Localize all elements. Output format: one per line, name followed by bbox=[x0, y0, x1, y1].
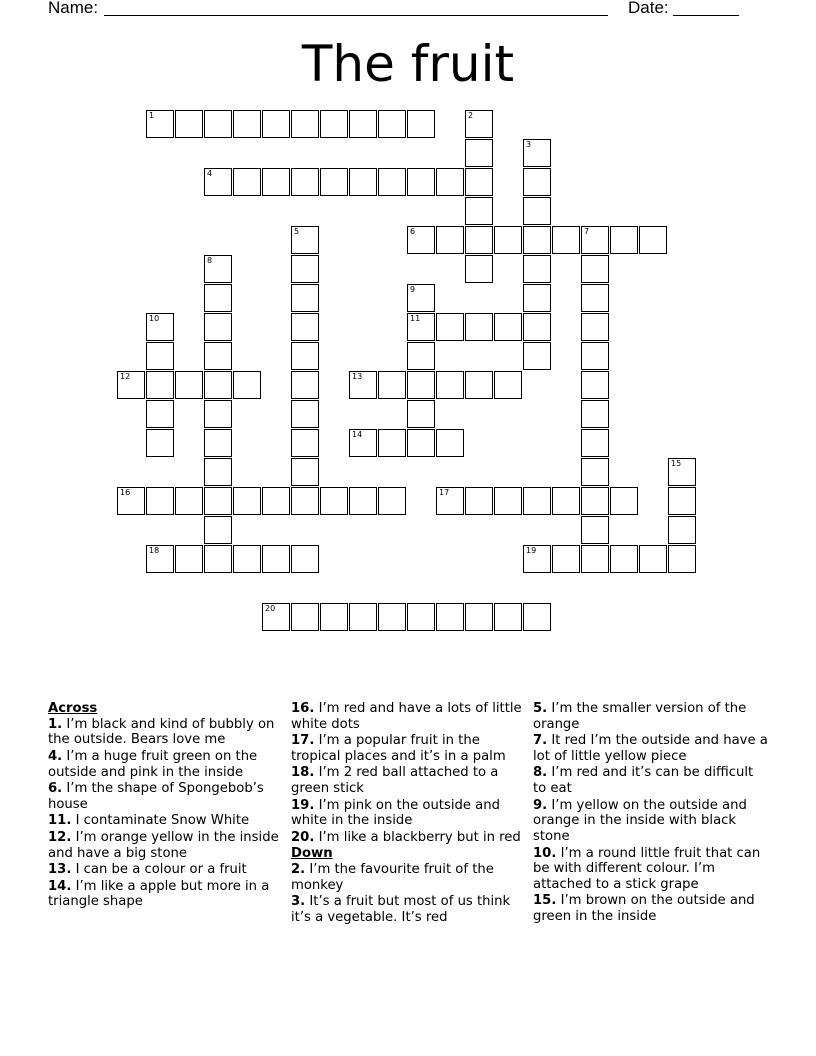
grid-cell[interactable] bbox=[494, 313, 522, 341]
clue-across bbox=[48, 781, 284, 812]
grid-cell[interactable] bbox=[378, 168, 406, 196]
grid-cell[interactable] bbox=[349, 110, 377, 138]
clue-text: I’m pink on the outside and white in the inside bbox=[291, 797, 500, 829]
clue-number: 9 bbox=[410, 285, 416, 294]
grid-cell[interactable] bbox=[204, 110, 232, 138]
clue-text: I’m a round little fruit that can be with different colour. I’m attached to a stick grape bbox=[533, 845, 761, 892]
grid-cell[interactable] bbox=[204, 313, 232, 341]
grid-cell[interactable] bbox=[204, 545, 232, 573]
grid-cell[interactable] bbox=[581, 400, 609, 428]
clue-number-label: 2. bbox=[291, 862, 306, 878]
grid-cell[interactable] bbox=[581, 342, 609, 370]
clue-down bbox=[533, 701, 769, 732]
grid-cell[interactable] bbox=[320, 110, 348, 138]
clue-across bbox=[291, 701, 527, 732]
grid-cell[interactable] bbox=[494, 603, 522, 631]
grid-cell[interactable] bbox=[233, 110, 261, 138]
grid-cell[interactable] bbox=[465, 226, 493, 254]
clue-number-label: 4. bbox=[48, 748, 63, 764]
grid-cell[interactable] bbox=[581, 313, 609, 341]
across-heading: Across bbox=[48, 701, 98, 716]
grid-cell[interactable] bbox=[581, 429, 609, 457]
grid-cell[interactable] bbox=[581, 371, 609, 399]
clue-text: I’m black and kind of bubbly on the outside. Bears love me bbox=[48, 716, 275, 748]
grid-cell[interactable] bbox=[581, 255, 609, 283]
clue-text: It red I’m the outside and have a lot of little yellow piece bbox=[533, 733, 768, 764]
grid-cell[interactable] bbox=[291, 429, 319, 457]
grid-cell[interactable] bbox=[146, 110, 174, 138]
clue-number: 11 bbox=[410, 314, 421, 323]
clue-number: 8 bbox=[207, 256, 213, 265]
clue-number: 14 bbox=[352, 430, 363, 439]
clue-number: 5 bbox=[294, 227, 300, 236]
clue-number: 15 bbox=[671, 459, 682, 468]
grid-cell[interactable] bbox=[668, 516, 696, 544]
grid-cell[interactable] bbox=[436, 487, 464, 515]
grid-cell[interactable] bbox=[407, 603, 435, 631]
clue-down bbox=[533, 765, 769, 796]
grid-cell[interactable] bbox=[175, 371, 203, 399]
grid-cell[interactable] bbox=[581, 487, 609, 515]
clues-column-2 bbox=[291, 701, 527, 926]
grid-cell[interactable] bbox=[494, 226, 522, 254]
grid-cell[interactable] bbox=[117, 371, 145, 399]
grid-cell[interactable] bbox=[146, 545, 174, 573]
grid-cell[interactable] bbox=[581, 545, 609, 573]
grid-cell[interactable] bbox=[291, 313, 319, 341]
clue-number-label: 1. bbox=[48, 716, 63, 732]
grid-cell[interactable] bbox=[204, 487, 232, 515]
grid-cell[interactable] bbox=[233, 545, 261, 573]
grid-cell[interactable] bbox=[291, 168, 319, 196]
grid-cell[interactable] bbox=[407, 400, 435, 428]
grid-cell[interactable] bbox=[407, 226, 435, 254]
grid-cell[interactable] bbox=[349, 371, 377, 399]
grid-cell[interactable] bbox=[291, 458, 319, 486]
grid-cell[interactable] bbox=[523, 342, 551, 370]
clue-number: 1 bbox=[149, 111, 155, 120]
grid-cell[interactable] bbox=[378, 603, 406, 631]
grid-cell[interactable] bbox=[146, 487, 174, 515]
clue-text: I’m the favourite fruit of the monkey bbox=[291, 862, 494, 893]
clue-down bbox=[533, 733, 769, 764]
grid-cell[interactable] bbox=[523, 139, 551, 167]
clue-text: I can be a colour or a fruit bbox=[75, 862, 247, 878]
grid-cell[interactable] bbox=[523, 545, 551, 573]
grid-cell[interactable] bbox=[465, 371, 493, 399]
clue-text: I’m orange yellow in the inside and have a big stone bbox=[48, 829, 279, 861]
clue-number-label: 6. bbox=[48, 781, 63, 797]
clue-across bbox=[291, 765, 527, 796]
grid-cell[interactable] bbox=[407, 168, 435, 196]
grid-cell[interactable] bbox=[552, 545, 580, 573]
clue-number-label: 16. bbox=[291, 701, 315, 716]
grid-cell[interactable] bbox=[465, 110, 493, 138]
clue-number: 6 bbox=[410, 227, 416, 236]
grid-cell[interactable] bbox=[465, 255, 493, 283]
clue-across bbox=[48, 830, 284, 861]
grid-cell[interactable] bbox=[291, 110, 319, 138]
clue-across bbox=[48, 813, 284, 829]
grid-cell[interactable] bbox=[233, 371, 261, 399]
grid-cell[interactable] bbox=[262, 168, 290, 196]
grid-cell[interactable] bbox=[175, 110, 203, 138]
grid-cell[interactable] bbox=[146, 400, 174, 428]
clue-text: I’m red and have a lots of little white dots bbox=[291, 701, 522, 732]
grid-cell[interactable] bbox=[349, 487, 377, 515]
grid-cell[interactable] bbox=[523, 255, 551, 283]
clue-number-label: 15. bbox=[533, 893, 557, 909]
grid-cell[interactable] bbox=[523, 313, 551, 341]
grid-cell[interactable] bbox=[262, 545, 290, 573]
grid-cell[interactable] bbox=[523, 197, 551, 225]
grid-cell[interactable] bbox=[407, 342, 435, 370]
clue-across bbox=[48, 749, 284, 780]
clue-number: 7 bbox=[584, 227, 590, 236]
clue-number-label: 3. bbox=[291, 894, 306, 910]
grid-cell[interactable] bbox=[465, 197, 493, 225]
clue-number-label: 18. bbox=[291, 765, 315, 781]
clue-text: I’m like a blackberry but in red bbox=[318, 829, 521, 845]
grid-cell[interactable] bbox=[465, 313, 493, 341]
grid-cell[interactable] bbox=[146, 342, 174, 370]
grid-cell[interactable] bbox=[320, 168, 348, 196]
grid-cell[interactable] bbox=[407, 371, 435, 399]
clue-number: 2 bbox=[468, 111, 474, 120]
grid-cell[interactable] bbox=[291, 226, 319, 254]
clue-down bbox=[533, 893, 769, 924]
grid-cell[interactable] bbox=[204, 458, 232, 486]
clue-text: I’m yellow on the outside and orange in the inside with black stone bbox=[533, 797, 747, 845]
grid-cell[interactable] bbox=[175, 545, 203, 573]
clue-number: 16 bbox=[120, 488, 131, 497]
clue-number-label: 13. bbox=[48, 862, 72, 878]
grid-cell[interactable] bbox=[349, 168, 377, 196]
grid-cell[interactable] bbox=[610, 487, 638, 515]
clue-number-label: 10. bbox=[533, 845, 557, 861]
grid-cell[interactable] bbox=[465, 168, 493, 196]
grid-cell[interactable] bbox=[291, 487, 319, 515]
clue-number: 13 bbox=[352, 372, 363, 381]
grid-cell[interactable] bbox=[291, 371, 319, 399]
grid-cell[interactable] bbox=[581, 226, 609, 254]
grid-cell[interactable] bbox=[291, 342, 319, 370]
grid-cell[interactable] bbox=[291, 400, 319, 428]
grid-cell[interactable] bbox=[407, 284, 435, 312]
grid-cell[interactable] bbox=[436, 429, 464, 457]
clue-down bbox=[291, 894, 527, 925]
clue-number-label: 19. bbox=[291, 797, 315, 813]
clue-across bbox=[48, 879, 284, 910]
grid-cell[interactable] bbox=[668, 458, 696, 486]
clue-number-label: 5. bbox=[533, 701, 548, 716]
grid-cell[interactable] bbox=[610, 226, 638, 254]
clue-number: 3 bbox=[526, 140, 532, 149]
name-label: Name: bbox=[48, 0, 99, 17]
grid-cell[interactable] bbox=[349, 429, 377, 457]
clues-column-3 bbox=[533, 701, 769, 926]
grid-cell[interactable] bbox=[146, 313, 174, 341]
grid-cell[interactable] bbox=[465, 139, 493, 167]
grid-cell[interactable] bbox=[494, 487, 522, 515]
clue-number-label: 9. bbox=[533, 797, 548, 813]
clue-text: I’m a huge fruit green on the outside and pink in the inside bbox=[48, 748, 258, 780]
grid-cell[interactable] bbox=[552, 487, 580, 515]
grid-cell[interactable] bbox=[436, 313, 464, 341]
grid-cell[interactable] bbox=[204, 168, 232, 196]
grid-cell[interactable] bbox=[523, 226, 551, 254]
grid-cell[interactable] bbox=[291, 603, 319, 631]
clue-down bbox=[533, 846, 769, 893]
clue-text: I’m 2 red ball attached to a green stick bbox=[291, 765, 499, 797]
clue-down bbox=[291, 862, 527, 893]
grid-cell[interactable] bbox=[262, 487, 290, 515]
grid-cell[interactable] bbox=[407, 313, 435, 341]
grid-cell[interactable] bbox=[204, 284, 232, 312]
grid-cell[interactable] bbox=[581, 516, 609, 544]
clues-column-1 bbox=[48, 701, 284, 911]
grid-cell[interactable] bbox=[523, 487, 551, 515]
grid-cell[interactable] bbox=[639, 226, 667, 254]
grid-cell[interactable] bbox=[523, 284, 551, 312]
grid-cell[interactable] bbox=[320, 487, 348, 515]
clue-text: I’m a popular fruit in the tropical places and it’s in a palm bbox=[291, 733, 506, 764]
grid-cell[interactable] bbox=[378, 429, 406, 457]
grid-cell[interactable] bbox=[407, 110, 435, 138]
clue-text: I’m red and it’s can be difficult to eat bbox=[533, 765, 754, 797]
grid-cell[interactable] bbox=[262, 110, 290, 138]
grid-cell[interactable] bbox=[117, 487, 145, 515]
grid-cell[interactable] bbox=[436, 168, 464, 196]
down-heading: Down bbox=[291, 846, 333, 862]
grid-cell[interactable] bbox=[378, 110, 406, 138]
clue-text: I’m the smaller version of the orange bbox=[533, 701, 747, 732]
grid-cell[interactable] bbox=[146, 429, 174, 457]
grid-cell[interactable] bbox=[146, 371, 174, 399]
clue-number: 17 bbox=[439, 488, 450, 497]
clue-number: 10 bbox=[149, 314, 160, 323]
grid-cell[interactable] bbox=[610, 545, 638, 573]
clue-text: I’m like a apple but more in a triangle shape bbox=[48, 878, 270, 910]
clue-number-label: 12. bbox=[48, 829, 72, 845]
grid-cell[interactable] bbox=[523, 603, 551, 631]
grid-cell[interactable] bbox=[523, 168, 551, 196]
clue-text: I’m brown on the outside and green in the inside bbox=[533, 893, 755, 925]
grid-cell[interactable] bbox=[291, 284, 319, 312]
grid-cell[interactable] bbox=[639, 545, 667, 573]
clue-down bbox=[533, 798, 769, 845]
grid-cell[interactable] bbox=[436, 371, 464, 399]
clue-across bbox=[291, 733, 527, 764]
grid-cell[interactable] bbox=[204, 400, 232, 428]
grid-cell[interactable] bbox=[465, 603, 493, 631]
grid-cell[interactable] bbox=[175, 487, 203, 515]
grid-cell[interactable] bbox=[204, 255, 232, 283]
clue-number: 12 bbox=[120, 372, 131, 381]
clue-number: 19 bbox=[526, 546, 537, 555]
clue-number-label: 17. bbox=[291, 733, 315, 749]
grid-cell[interactable] bbox=[349, 603, 377, 631]
clue-across bbox=[48, 862, 284, 878]
clue-number-label: 20. bbox=[291, 829, 315, 845]
grid-cell[interactable] bbox=[465, 487, 493, 515]
clue-across bbox=[291, 830, 527, 846]
grid-cell[interactable] bbox=[204, 342, 232, 370]
grid-cell[interactable] bbox=[436, 226, 464, 254]
grid-cell[interactable] bbox=[291, 545, 319, 573]
grid-cell[interactable] bbox=[552, 226, 580, 254]
clue-number-label: 14. bbox=[48, 878, 72, 894]
grid-cell[interactable] bbox=[291, 255, 319, 283]
clue-across bbox=[48, 717, 284, 748]
clue-number: 18 bbox=[149, 546, 160, 555]
grid-cell[interactable] bbox=[378, 487, 406, 515]
grid-cell[interactable] bbox=[233, 168, 261, 196]
grid-cell[interactable] bbox=[407, 429, 435, 457]
clue-number: 4 bbox=[207, 169, 213, 178]
clue-text: I’m the shape of Spongebob’s house bbox=[48, 781, 264, 812]
grid-cell[interactable] bbox=[204, 371, 232, 399]
grid-cell[interactable] bbox=[378, 371, 406, 399]
clue-number: 20 bbox=[265, 604, 276, 613]
clue-number-label: 8. bbox=[533, 765, 548, 781]
clue-text: It’s a fruit but most of us think it’s a vegetable. It’s red bbox=[291, 894, 511, 925]
grid-cell[interactable] bbox=[320, 603, 348, 631]
grid-cell[interactable] bbox=[668, 545, 696, 573]
clue-across bbox=[291, 798, 527, 829]
page-title: The fruit bbox=[301, 35, 515, 93]
clue-number-label: 11. bbox=[48, 813, 72, 829]
grid-cell[interactable] bbox=[581, 458, 609, 486]
grid-cell[interactable] bbox=[262, 603, 290, 631]
grid-cell[interactable] bbox=[204, 429, 232, 457]
clue-text: I contaminate Snow White bbox=[75, 813, 250, 829]
grid-cell[interactable] bbox=[204, 516, 232, 544]
grid-cell[interactable] bbox=[668, 487, 696, 515]
grid-cell[interactable] bbox=[233, 487, 261, 515]
grid-cell[interactable] bbox=[436, 603, 464, 631]
date-label: Date: bbox=[628, 0, 669, 17]
clue-number-label: 7. bbox=[533, 733, 548, 749]
grid-cell[interactable] bbox=[494, 371, 522, 399]
grid-cell[interactable] bbox=[581, 284, 609, 312]
